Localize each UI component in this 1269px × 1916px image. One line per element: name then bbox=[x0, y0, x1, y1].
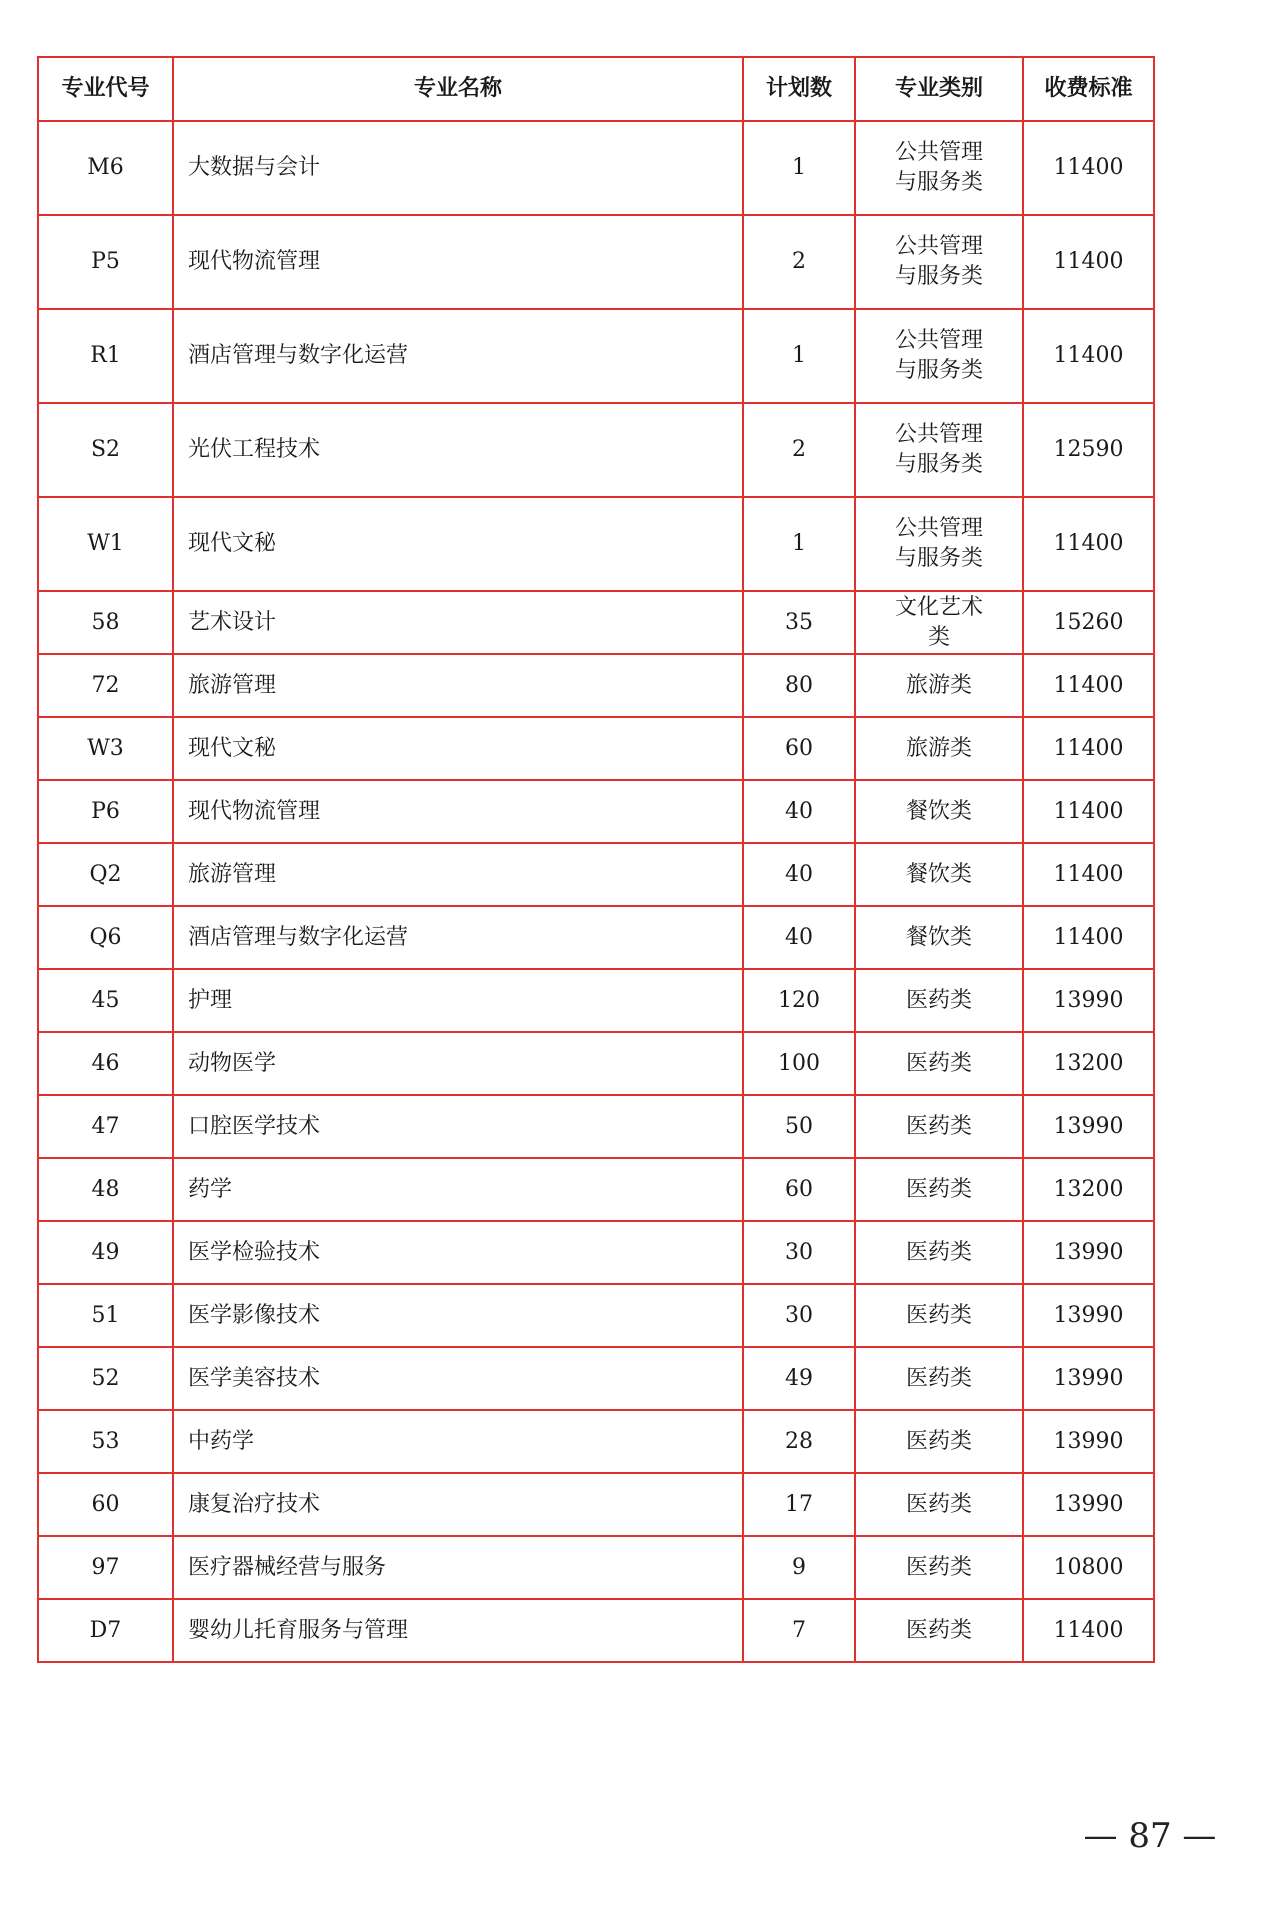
cell-fee: 11400 bbox=[1023, 780, 1154, 843]
cell-category bbox=[855, 1410, 1023, 1473]
cell-category bbox=[855, 1473, 1023, 1536]
cell-category bbox=[855, 906, 1023, 969]
table-row bbox=[38, 654, 1154, 717]
cell-fee: 13990 bbox=[1023, 969, 1154, 1032]
cell-plan: 7 bbox=[743, 1599, 855, 1662]
header-fee: 收费标准 bbox=[1023, 57, 1154, 121]
cell-category bbox=[855, 780, 1023, 843]
category-text: 旅游类 bbox=[905, 672, 972, 698]
cell-plan: 1 bbox=[743, 497, 855, 591]
category-text: 餐饮类 bbox=[905, 861, 972, 887]
cell-category bbox=[855, 309, 1023, 403]
cell-fee: 10800 bbox=[1023, 1536, 1154, 1599]
cell-code: 51 bbox=[38, 1284, 173, 1347]
cell-code: Q2 bbox=[38, 843, 173, 906]
table-row bbox=[38, 1473, 1154, 1536]
category-text: 公共管理与服务类 bbox=[894, 422, 983, 477]
cell-code: 97 bbox=[38, 1536, 173, 1599]
table-header-row bbox=[38, 57, 1154, 121]
page-number: — 87 — bbox=[1083, 1816, 1217, 1856]
cell-plan: 120 bbox=[743, 969, 855, 1032]
cell-fee: 13990 bbox=[1023, 1095, 1154, 1158]
table-body bbox=[38, 121, 1154, 1662]
cell-plan: 50 bbox=[743, 1095, 855, 1158]
cell-category bbox=[855, 843, 1023, 906]
cell-fee: 13990 bbox=[1023, 1473, 1154, 1536]
cell-fee: 11400 bbox=[1023, 497, 1154, 591]
category-text: 餐饮类 bbox=[905, 924, 972, 950]
table-row bbox=[38, 906, 1154, 969]
cell-plan: 80 bbox=[743, 654, 855, 717]
category-text: 医药类 bbox=[905, 1302, 972, 1328]
cell-code: M6 bbox=[38, 121, 173, 215]
table-row bbox=[38, 1221, 1154, 1284]
cell-plan: 2 bbox=[743, 403, 855, 497]
cell-name: 医疗器械经营与服务 bbox=[173, 1536, 743, 1599]
cell-category bbox=[855, 1095, 1023, 1158]
cell-plan: 1 bbox=[743, 309, 855, 403]
cell-plan: 60 bbox=[743, 717, 855, 780]
table-row bbox=[38, 1599, 1154, 1662]
cell-category bbox=[855, 591, 1023, 654]
cell-code: 47 bbox=[38, 1095, 173, 1158]
table-row bbox=[38, 215, 1154, 309]
cell-category bbox=[855, 1284, 1023, 1347]
cell-name: 动物医学 bbox=[173, 1032, 743, 1095]
category-text: 公共管理与服务类 bbox=[894, 328, 983, 383]
cell-plan: 35 bbox=[743, 591, 855, 654]
cell-name: 旅游管理 bbox=[173, 843, 743, 906]
cell-plan: 1 bbox=[743, 121, 855, 215]
cell-code: 48 bbox=[38, 1158, 173, 1221]
table-row bbox=[38, 717, 1154, 780]
category-text: 医药类 bbox=[905, 1491, 972, 1517]
cell-fee: 11400 bbox=[1023, 843, 1154, 906]
table-row bbox=[38, 1095, 1154, 1158]
cell-name: 婴幼儿托育服务与管理 bbox=[173, 1599, 743, 1662]
category-text: 餐饮类 bbox=[905, 798, 972, 824]
category-text: 医药类 bbox=[905, 1050, 972, 1076]
cell-category bbox=[855, 215, 1023, 309]
cell-plan: 60 bbox=[743, 1158, 855, 1221]
table-row bbox=[38, 121, 1154, 215]
category-text: 文化艺术类 bbox=[894, 594, 983, 650]
cell-fee: 13990 bbox=[1023, 1410, 1154, 1473]
cell-code: 72 bbox=[38, 654, 173, 717]
cell-category bbox=[855, 121, 1023, 215]
cell-code: 49 bbox=[38, 1221, 173, 1284]
header-code: 专业代号 bbox=[38, 57, 173, 121]
cell-code: 46 bbox=[38, 1032, 173, 1095]
cell-category bbox=[855, 1599, 1023, 1662]
cell-name: 大数据与会计 bbox=[173, 121, 743, 215]
cell-name: 现代物流管理 bbox=[173, 780, 743, 843]
cell-plan: 100 bbox=[743, 1032, 855, 1095]
cell-fee: 13990 bbox=[1023, 1347, 1154, 1410]
category-text: 旅游类 bbox=[905, 735, 972, 761]
cell-category bbox=[855, 1032, 1023, 1095]
cell-name: 现代物流管理 bbox=[173, 215, 743, 309]
cell-category bbox=[855, 1536, 1023, 1599]
cell-name: 光伏工程技术 bbox=[173, 403, 743, 497]
category-text: 医药类 bbox=[905, 1239, 972, 1265]
cell-name: 医学检验技术 bbox=[173, 1221, 743, 1284]
category-text: 公共管理与服务类 bbox=[894, 140, 983, 195]
cell-plan: 9 bbox=[743, 1536, 855, 1599]
cell-fee: 11400 bbox=[1023, 121, 1154, 215]
cell-plan: 30 bbox=[743, 1221, 855, 1284]
cell-code: 60 bbox=[38, 1473, 173, 1536]
table-row bbox=[38, 969, 1154, 1032]
cell-code: 45 bbox=[38, 969, 173, 1032]
cell-category bbox=[855, 403, 1023, 497]
cell-code: W3 bbox=[38, 717, 173, 780]
cell-plan: 28 bbox=[743, 1410, 855, 1473]
cell-plan: 30 bbox=[743, 1284, 855, 1347]
cell-name: 护理 bbox=[173, 969, 743, 1032]
cell-category bbox=[855, 1221, 1023, 1284]
category-text: 医药类 bbox=[905, 1365, 972, 1391]
cell-fee: 11400 bbox=[1023, 717, 1154, 780]
cell-fee: 11400 bbox=[1023, 906, 1154, 969]
enrollment-plan-table bbox=[37, 56, 1155, 1663]
category-text: 医药类 bbox=[905, 1113, 972, 1139]
cell-name: 酒店管理与数字化运营 bbox=[173, 309, 743, 403]
category-text: 公共管理与服务类 bbox=[894, 516, 983, 571]
cell-plan: 40 bbox=[743, 780, 855, 843]
category-text: 医药类 bbox=[905, 987, 972, 1013]
cell-name: 中药学 bbox=[173, 1410, 743, 1473]
cell-code: P6 bbox=[38, 780, 173, 843]
cell-plan: 49 bbox=[743, 1347, 855, 1410]
cell-fee: 11400 bbox=[1023, 309, 1154, 403]
cell-code: R1 bbox=[38, 309, 173, 403]
category-text: 医药类 bbox=[905, 1428, 972, 1454]
category-text: 公共管理与服务类 bbox=[894, 234, 983, 289]
cell-plan: 2 bbox=[743, 215, 855, 309]
cell-fee: 15260 bbox=[1023, 591, 1154, 654]
cell-plan: 40 bbox=[743, 843, 855, 906]
header-plan: 计划数 bbox=[743, 57, 855, 121]
cell-fee: 11400 bbox=[1023, 215, 1154, 309]
table-row bbox=[38, 1536, 1154, 1599]
cell-name: 医学美容技术 bbox=[173, 1347, 743, 1410]
cell-name: 现代文秘 bbox=[173, 497, 743, 591]
cell-name: 康复治疗技术 bbox=[173, 1473, 743, 1536]
cell-category bbox=[855, 1347, 1023, 1410]
table-row bbox=[38, 403, 1154, 497]
header-name: 专业名称 bbox=[173, 57, 743, 121]
table-row bbox=[38, 843, 1154, 906]
cell-fee: 13200 bbox=[1023, 1032, 1154, 1095]
cell-name: 旅游管理 bbox=[173, 654, 743, 717]
table-row bbox=[38, 1158, 1154, 1221]
cell-name: 药学 bbox=[173, 1158, 743, 1221]
cell-fee: 13990 bbox=[1023, 1284, 1154, 1347]
cell-name: 口腔医学技术 bbox=[173, 1095, 743, 1158]
cell-fee: 11400 bbox=[1023, 1599, 1154, 1662]
category-text: 医药类 bbox=[905, 1617, 972, 1643]
table-row bbox=[38, 497, 1154, 591]
cell-name: 酒店管理与数字化运营 bbox=[173, 906, 743, 969]
cell-name: 医学影像技术 bbox=[173, 1284, 743, 1347]
cell-code: 58 bbox=[38, 591, 173, 654]
cell-category bbox=[855, 1158, 1023, 1221]
cell-code: W1 bbox=[38, 497, 173, 591]
cell-code: D7 bbox=[38, 1599, 173, 1662]
cell-fee: 11400 bbox=[1023, 654, 1154, 717]
cell-category bbox=[855, 717, 1023, 780]
cell-code: S2 bbox=[38, 403, 173, 497]
cell-code: P5 bbox=[38, 215, 173, 309]
cell-fee: 13200 bbox=[1023, 1158, 1154, 1221]
cell-fee: 13990 bbox=[1023, 1221, 1154, 1284]
cell-category bbox=[855, 497, 1023, 591]
category-text: 医药类 bbox=[905, 1176, 972, 1202]
cell-code: Q6 bbox=[38, 906, 173, 969]
table-row bbox=[38, 1032, 1154, 1095]
cell-fee: 12590 bbox=[1023, 403, 1154, 497]
header-category: 专业类别 bbox=[855, 57, 1023, 121]
table-row bbox=[38, 780, 1154, 843]
table-row bbox=[38, 1284, 1154, 1347]
cell-code: 52 bbox=[38, 1347, 173, 1410]
table-row bbox=[38, 1410, 1154, 1473]
table-row bbox=[38, 1347, 1154, 1410]
table-row bbox=[38, 309, 1154, 403]
table-row bbox=[38, 591, 1154, 654]
cell-name: 艺术设计 bbox=[173, 591, 743, 654]
cell-category bbox=[855, 969, 1023, 1032]
cell-plan: 40 bbox=[743, 906, 855, 969]
category-text: 医药类 bbox=[905, 1554, 972, 1580]
cell-plan: 17 bbox=[743, 1473, 855, 1536]
cell-name: 现代文秘 bbox=[173, 717, 743, 780]
cell-category bbox=[855, 654, 1023, 717]
cell-code: 53 bbox=[38, 1410, 173, 1473]
